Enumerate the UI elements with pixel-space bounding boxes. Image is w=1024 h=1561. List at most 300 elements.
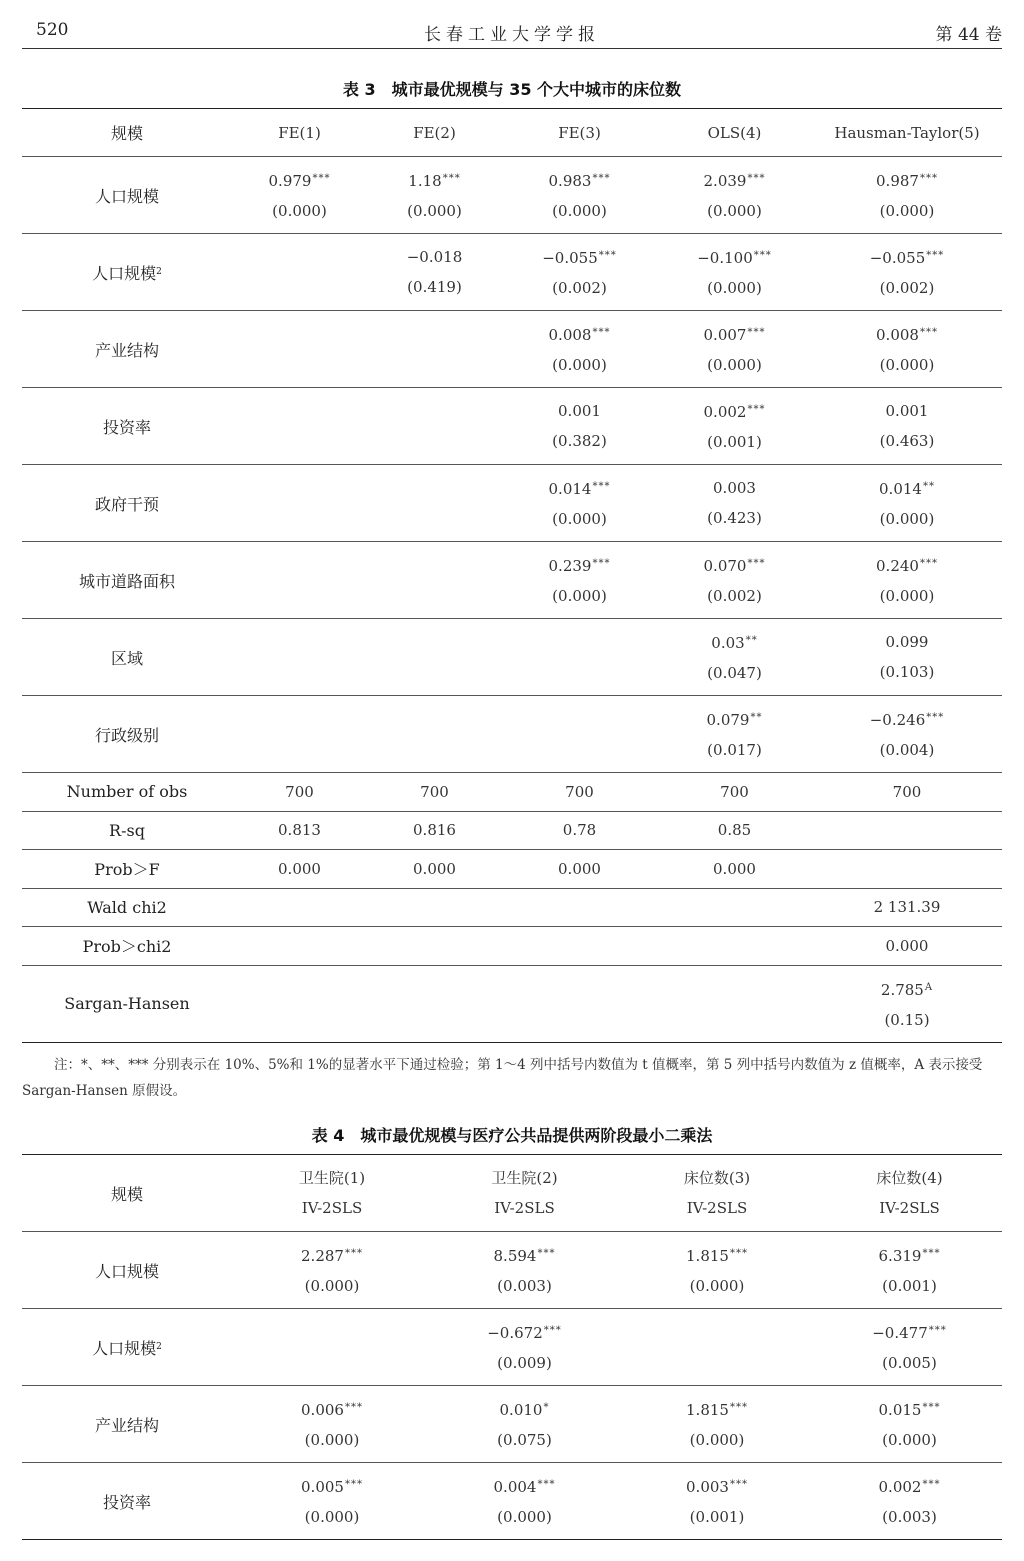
coef-cell [812, 311, 1002, 388]
stat-value [502, 888, 657, 927]
stat-value: 0.85 [717, 821, 752, 840]
row-label-text: 城市道路面积 [78, 571, 175, 591]
coef-value-line [232, 1470, 432, 1502]
coef-cell [232, 157, 367, 234]
p-value: (0.000) [707, 279, 762, 297]
significance-stars: *** [592, 558, 611, 569]
table3-row [22, 234, 1002, 311]
stat-value: 0.000 [885, 936, 929, 955]
coef-value-line [657, 241, 812, 273]
row-label [22, 1232, 232, 1309]
significance-stars: ** [922, 481, 935, 492]
journal-title: 长春工业大学学报 [424, 25, 600, 45]
coef-value-line [812, 973, 1002, 1005]
stat-value: 2 131.39 [873, 898, 941, 917]
coef-value-line [617, 1470, 817, 1502]
table4-row [22, 1232, 1002, 1309]
stat-value [502, 927, 657, 966]
stat-value: 0.000 [558, 859, 601, 878]
table4-col-header: 床位数(3) IV-2SLS [683, 1169, 751, 1217]
stat-value [232, 888, 367, 927]
stat-value: 700 [420, 782, 449, 801]
stat-value [232, 927, 367, 966]
stat-value: 700 [285, 782, 314, 801]
coef-cell [812, 542, 1002, 619]
row-label-text: 行政级别 [94, 725, 159, 745]
significance-stars: *** [926, 250, 945, 261]
coef-cell [432, 1309, 617, 1386]
coef-cell [812, 696, 1002, 773]
row-label-text: 投资率 [102, 417, 151, 437]
stat-value: 0.813 [278, 821, 321, 840]
coef-value: 8.594 [493, 1247, 537, 1265]
p-value: (0.000) [552, 510, 607, 528]
p-value: (0.000) [707, 202, 762, 220]
p-value: (0.003) [882, 1508, 937, 1526]
coef-value-line [367, 242, 502, 272]
coef-value-line [232, 1393, 432, 1425]
squared-mark: 2 [156, 266, 162, 277]
coef-value: 0.014 [879, 480, 922, 498]
coef-cell [432, 1386, 617, 1463]
significance-stars: *** [442, 173, 461, 184]
p-value: (0.423) [707, 509, 762, 527]
significance-stars: *** [753, 250, 772, 261]
coef-value: 0.983 [548, 172, 592, 190]
significance-stars: *** [729, 1402, 748, 1413]
p-value: (0.000) [552, 356, 607, 374]
coef-value-line [502, 318, 657, 350]
coef-value-line [432, 1393, 617, 1425]
significance-stars: *** [922, 1402, 941, 1413]
table3-col-header: Hausman-Taylor(5) [834, 123, 980, 142]
p-value: (0.075) [497, 1431, 552, 1449]
significance-stars: *** [922, 1479, 941, 1490]
coef-value-line [432, 1239, 617, 1271]
stat-label: Prob＞F [94, 860, 160, 880]
coef-value: −0.018 [406, 248, 463, 266]
coef-value: −0.477 [872, 1324, 928, 1342]
coef-value: 0.001 [558, 402, 601, 420]
coef-value-line [502, 472, 657, 504]
stat-value: 0.78 [562, 821, 597, 840]
coef-value: 1.18 [408, 172, 442, 190]
row-label [22, 234, 232, 311]
coef-value-line [657, 164, 812, 196]
coef-cell [657, 542, 812, 619]
row-label-text: 人口规模 [92, 263, 157, 283]
p-value: (0.000) [304, 1431, 360, 1449]
coef-cell [232, 1463, 432, 1540]
row-label-text: 产业结构 [94, 340, 159, 360]
coef-value: 1.815 [686, 1401, 729, 1419]
p-value: (0.005) [882, 1354, 937, 1372]
table3-row [22, 388, 1002, 465]
significance-stars: *** [919, 558, 938, 569]
coef-value: 0.007 [703, 326, 747, 344]
significance-stars: *** [344, 1479, 363, 1490]
p-value: (0.463) [879, 432, 935, 450]
table3-sargan-row [22, 965, 1002, 1042]
stat-label: Number of obs [66, 782, 188, 802]
significance-stars: *** [926, 712, 945, 723]
significance-stars: ** [750, 712, 763, 723]
coef-value-line [232, 1239, 432, 1271]
p-value: (0.382) [552, 432, 607, 450]
coef-cell [817, 1232, 1002, 1309]
coef-cell [812, 157, 1002, 234]
coef-value-line [367, 164, 502, 196]
table4-row [22, 1309, 1002, 1386]
coef-value-line [817, 1470, 1002, 1502]
stat-value: 700 [892, 782, 922, 801]
stat-value [657, 927, 812, 966]
coef-value: 0.006 [301, 1401, 344, 1419]
row-label [22, 542, 232, 619]
table4-number: 表 4 [311, 1126, 345, 1145]
coef-value-line [812, 241, 1002, 273]
p-value: (0.000) [879, 202, 935, 220]
coef-value: 0.003 [713, 479, 756, 497]
coef-value: 0.004 [493, 1478, 537, 1496]
coef-value-line [617, 1393, 817, 1425]
coef-value: 0.002 [703, 403, 747, 421]
table3-stat-row [22, 888, 1002, 927]
stat-label: Sargan-Hansen [64, 994, 190, 1013]
table3-row [22, 465, 1002, 542]
coef-value: 0.003 [686, 1478, 729, 1496]
p-value: (0.001) [689, 1508, 745, 1526]
volume-label: 第 44 卷 [935, 25, 1002, 45]
significance-stars: *** [747, 558, 766, 569]
coef-value: 2.287 [301, 1247, 344, 1265]
coef-cell [617, 1463, 817, 1540]
p-value: (0.000) [707, 356, 762, 374]
coef-cell [367, 388, 502, 465]
empty-cell [657, 965, 812, 1042]
coef-value-line [657, 626, 812, 658]
table3-col-header: FE(3) [558, 123, 601, 142]
coef-value-line [232, 164, 367, 196]
table4-header-row [22, 1155, 1002, 1232]
coef-value: 0.239 [548, 557, 592, 575]
p-value: (0.000) [407, 202, 462, 220]
stat-label: Prob＞chi2 [82, 937, 172, 957]
row-label [22, 311, 232, 388]
table3-col-header: FE(2) [413, 123, 456, 142]
coef-value-line [657, 703, 812, 735]
coef-cell [502, 696, 657, 773]
coef-value: 2.039 [703, 172, 747, 190]
empty-cell [367, 965, 502, 1042]
coef-value: 0.987 [876, 172, 919, 190]
stat-value: 0.000 [413, 859, 456, 878]
coef-value: −0.100 [697, 249, 753, 267]
coef-value: 0.008 [876, 326, 919, 344]
significance-stars: ** [745, 635, 758, 646]
table3-stat-row [22, 927, 1002, 966]
coef-cell [617, 1309, 817, 1386]
significance-stars: *** [747, 404, 766, 415]
coef-cell [232, 1232, 432, 1309]
table3-row [22, 696, 1002, 773]
coef-value: −0.055 [869, 249, 926, 267]
table3-stat-row [22, 850, 1002, 889]
table3-col-header: FE(1) [278, 123, 321, 142]
stat-value [657, 888, 812, 927]
row-label-text: 人口规模 [94, 186, 159, 206]
coef-value-line [812, 396, 1002, 426]
squared-mark: 2 [156, 1341, 162, 1352]
coef-value: 0.03 [711, 634, 745, 652]
significance-stars: * [543, 1402, 550, 1413]
coef-cell [817, 1386, 1002, 1463]
coef-value-line [432, 1316, 617, 1348]
sargan-cell [812, 965, 1002, 1042]
coef-cell [502, 542, 657, 619]
coef-cell [657, 465, 812, 542]
coef-value: 0.015 [878, 1401, 922, 1419]
stat-value [812, 811, 1002, 850]
coef-value-line [502, 396, 657, 426]
coef-value-line [657, 395, 812, 427]
table4 [22, 1154, 1002, 1540]
coef-cell [502, 157, 657, 234]
row-label [22, 465, 232, 542]
table4-row [22, 1463, 1002, 1540]
significance-stars: *** [312, 173, 331, 184]
table4-col-header: 卫生院(2) IV-2SLS [491, 1169, 558, 1217]
coef-cell [657, 696, 812, 773]
coef-cell [367, 696, 502, 773]
p-value: (0.000) [497, 1508, 552, 1526]
coef-cell [812, 388, 1002, 465]
empty-cell [502, 965, 657, 1042]
p-value: (0.419) [407, 278, 462, 296]
row-label-text: 产业结构 [94, 1415, 159, 1435]
table3-col-header: 规模 [110, 124, 143, 143]
coef-value-line [812, 318, 1002, 350]
coef-cell [367, 234, 502, 311]
coef-cell [657, 157, 812, 234]
coef-cell [232, 465, 367, 542]
table3-stat-row [22, 811, 1002, 850]
p-value: (0.004) [879, 741, 935, 759]
coef-cell [657, 619, 812, 696]
coef-cell [232, 696, 367, 773]
running-head [22, 18, 1002, 49]
coef-value-line [812, 549, 1002, 581]
coef-cell [367, 619, 502, 696]
coef-cell [502, 234, 657, 311]
coef-value: −0.055 [542, 249, 598, 267]
coef-cell [502, 465, 657, 542]
accept-mark: A [924, 981, 934, 993]
coef-cell [232, 388, 367, 465]
row-label [22, 388, 232, 465]
coef-value: −0.246 [869, 711, 926, 729]
coef-value: 1.815 [686, 1247, 729, 1265]
coef-cell [502, 388, 657, 465]
significance-stars: *** [344, 1248, 363, 1259]
p-value: (0.000) [272, 202, 327, 220]
coef-value-line [812, 703, 1002, 735]
coef-cell [232, 234, 367, 311]
row-label-text: 政府干预 [94, 494, 159, 514]
coef-cell [232, 311, 367, 388]
table3-header-row [22, 109, 1002, 157]
coef-value: 0.001 [885, 402, 929, 420]
row-label [22, 1309, 232, 1386]
row-label [22, 696, 232, 773]
significance-stars: *** [537, 1248, 556, 1259]
coef-value-line [502, 241, 657, 273]
table3-caption [22, 77, 1002, 100]
coef-cell [232, 1386, 432, 1463]
stat-value: 700 [565, 782, 594, 801]
coef-value-line [657, 318, 812, 350]
coef-cell [812, 619, 1002, 696]
p-value: (0.000) [689, 1277, 745, 1295]
coef-cell [367, 542, 502, 619]
coef-value-line [812, 164, 1002, 196]
coef-cell [657, 234, 812, 311]
significance-stars: *** [919, 173, 938, 184]
row-label [22, 1386, 232, 1463]
coef-cell [367, 157, 502, 234]
row-label-text: 区域 [110, 648, 143, 668]
coef-cell [367, 465, 502, 542]
stat-value: 700 [720, 782, 749, 801]
p-value: (0.002) [552, 279, 607, 297]
significance-stars: *** [537, 1479, 556, 1490]
p-value: (0.002) [879, 279, 935, 297]
stat-value: 0.000 [278, 859, 321, 878]
coef-value: 0.002 [878, 1478, 922, 1496]
table4-col-header: 床位数(4) IV-2SLS [876, 1169, 943, 1217]
stat-value [367, 888, 502, 927]
coef-cell [502, 619, 657, 696]
p-value: (0.15) [884, 1010, 930, 1029]
coef-value: −0.672 [487, 1324, 543, 1342]
p-value: (0.103) [879, 663, 935, 681]
table3-row [22, 542, 1002, 619]
coef-value-line [657, 473, 812, 503]
significance-stars: *** [598, 250, 617, 261]
significance-stars: *** [747, 173, 766, 184]
p-value: (0.000) [552, 587, 607, 605]
coef-cell [232, 542, 367, 619]
stat-value: 0.000 [713, 859, 756, 878]
significance-stars: *** [928, 1325, 947, 1336]
table3-row [22, 157, 1002, 234]
coef-cell [817, 1463, 1002, 1540]
table4-row [22, 1386, 1002, 1463]
p-value: (0.000) [882, 1431, 937, 1449]
table3-row [22, 311, 1002, 388]
coef-value-line [502, 164, 657, 196]
coef-cell [812, 234, 1002, 311]
coef-value: 0.979 [268, 172, 312, 190]
empty-cell [232, 965, 367, 1042]
coef-value: 0.005 [301, 1478, 344, 1496]
table4-col-header: 卫生院(1) IV-2SLS [298, 1169, 366, 1217]
row-label [22, 157, 232, 234]
p-value: (0.000) [552, 202, 607, 220]
coef-cell [817, 1309, 1002, 1386]
coef-value: 0.240 [876, 557, 919, 575]
coef-value-line [617, 1239, 817, 1271]
table3-stat-row [22, 773, 1002, 812]
p-value: (0.017) [707, 741, 762, 759]
coef-value-line [502, 549, 657, 581]
row-label-text: 人口规模 [92, 1338, 157, 1358]
significance-stars: *** [592, 173, 611, 184]
page-number: 520 [36, 20, 69, 40]
table3-note: 注：*、**、*** 分别表示在 10%、5%和 1%的显著水平下通过检验；第 1～4 列中括号内数值为 t 值概率，第 5 列中括号内数值为 z 值概率，A 表示接受 Sargan-Hansen 原假设。 [22, 1057, 983, 1099]
coef-value: 6.319 [878, 1247, 922, 1265]
coef-cell [502, 311, 657, 388]
significance-stars: *** [729, 1479, 748, 1490]
significance-stars: *** [919, 327, 938, 338]
coef-value: 0.099 [885, 633, 929, 651]
significance-stars: *** [592, 481, 611, 492]
table3 [22, 108, 1002, 1043]
p-value: (0.000) [304, 1277, 360, 1295]
significance-stars: *** [747, 327, 766, 338]
p-value: (0.001) [707, 433, 762, 451]
stat-label: R-sq [109, 820, 145, 840]
row-label-text: 投资率 [102, 1492, 151, 1512]
p-value: (0.000) [879, 510, 935, 528]
coef-cell [657, 311, 812, 388]
coef-cell [617, 1232, 817, 1309]
table3-col-header: OLS(4) [707, 123, 762, 142]
table4-caption [22, 1123, 1002, 1146]
significance-stars: *** [922, 1248, 941, 1259]
significance-stars: *** [592, 327, 611, 338]
sargan-value: 2.785 [880, 980, 924, 999]
significance-stars: *** [729, 1248, 748, 1259]
coef-value-line [812, 627, 1002, 657]
significance-stars: *** [543, 1325, 562, 1336]
p-value: (0.000) [879, 356, 935, 374]
p-value: (0.000) [879, 587, 935, 605]
table3-number: 表 3 [342, 80, 376, 99]
significance-stars: *** [344, 1402, 363, 1413]
coef-cell [367, 311, 502, 388]
row-label [22, 619, 232, 696]
p-value: (0.009) [497, 1354, 552, 1372]
coef-value-line [817, 1239, 1002, 1271]
p-value: (0.003) [497, 1277, 552, 1295]
row-label [22, 1463, 232, 1540]
table4-col-header: 规模 [110, 1184, 143, 1204]
coef-cell [232, 1309, 432, 1386]
coef-cell [432, 1463, 617, 1540]
coef-cell [617, 1386, 817, 1463]
p-value: (0.047) [707, 664, 762, 682]
stat-value: 0.816 [413, 821, 456, 840]
coef-cell [432, 1232, 617, 1309]
coef-value: 0.079 [706, 711, 750, 729]
p-value: (0.000) [304, 1508, 360, 1526]
table4-title: 城市最优规模与医疗公共品提供两阶段最小二乘法 [360, 1126, 713, 1145]
p-value: (0.000) [689, 1431, 745, 1449]
coef-value-line [817, 1316, 1002, 1348]
coef-value: 0.070 [703, 557, 747, 575]
coef-value-line [812, 472, 1002, 504]
